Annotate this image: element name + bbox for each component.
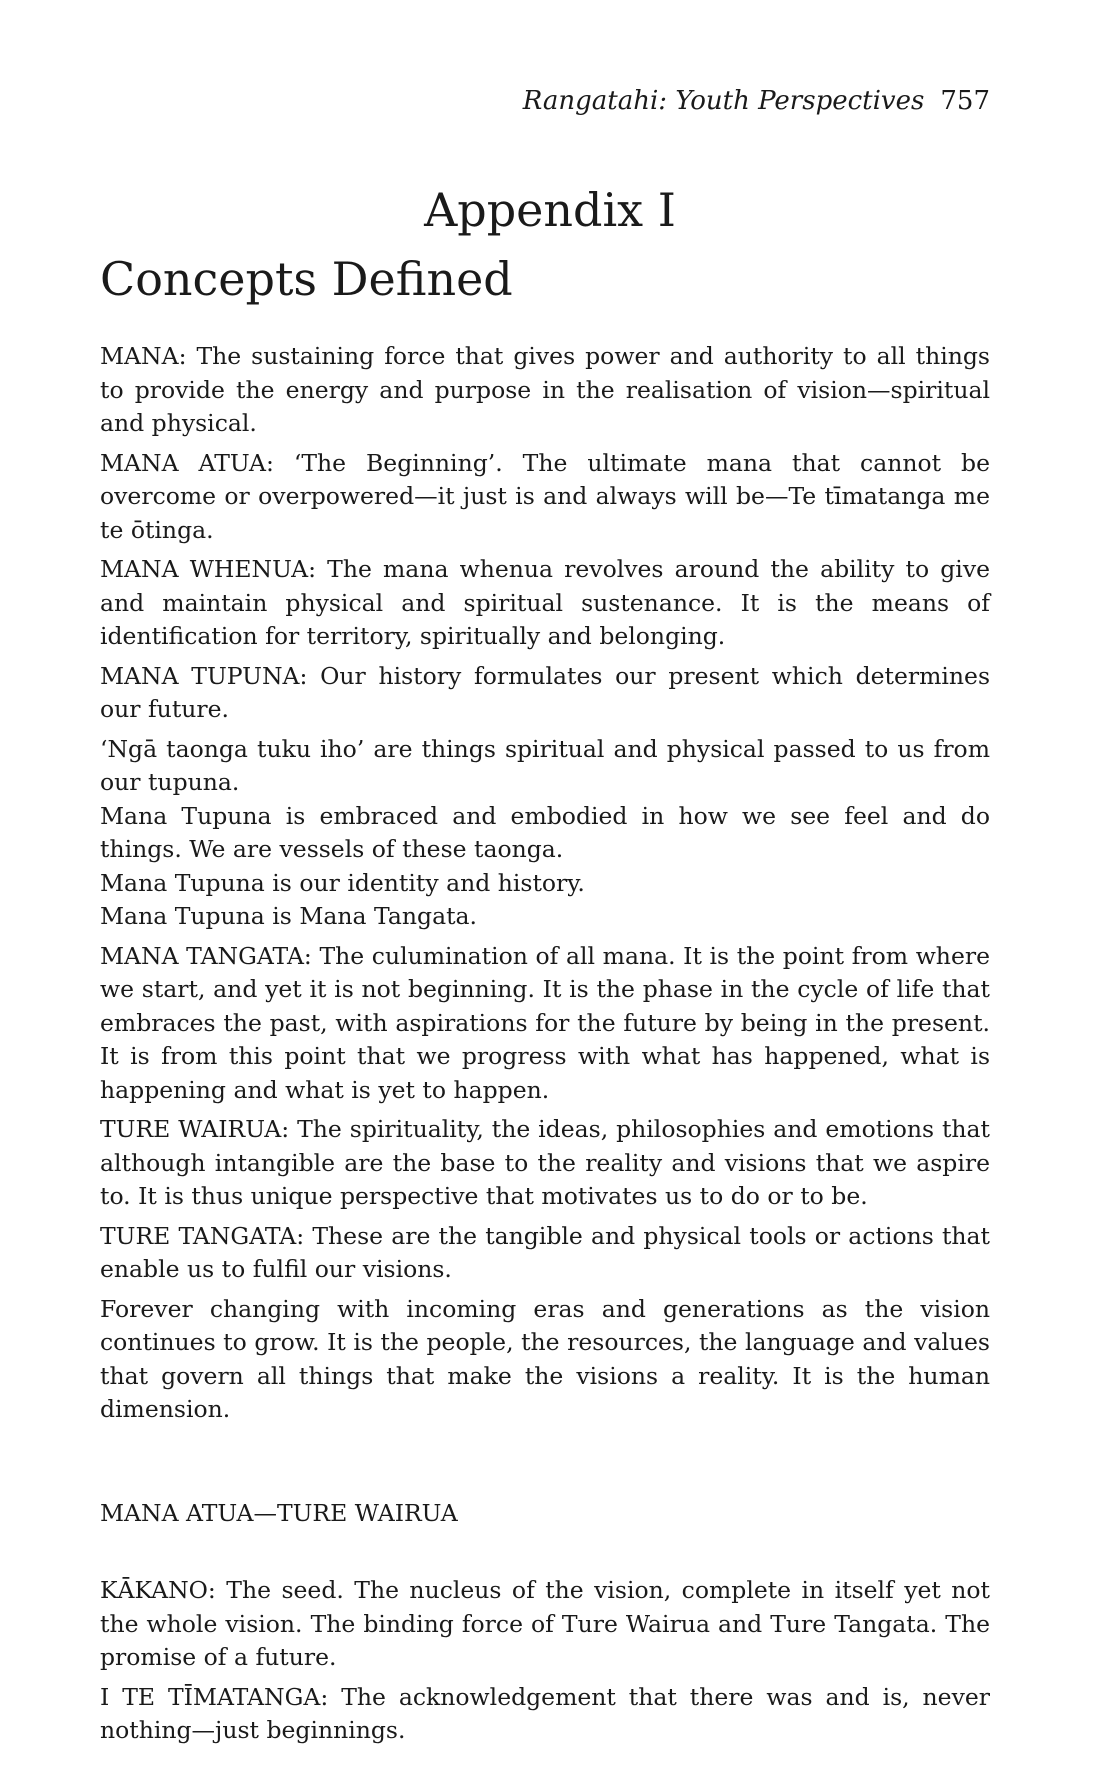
definition-mana [100, 340, 990, 441]
definition-text: Our history formulates our present which determines our future. [100, 661, 991, 723]
term: KĀKANO: [100, 1576, 216, 1604]
paragraph-text: Mana Tupuna is Mana Tangata. [100, 902, 477, 930]
definition-text: The culumination of all mana. It is the point from where we start, and yet it is not beginning. It is the phase in the cycle of life that embraces the past, with aspirations for the future by being in the present. It is from this point that we progress with what has happened, what is happening and what is yet to happen. [100, 941, 990, 1104]
page-number: 757 [940, 86, 990, 116]
definition-mana-tangata [100, 940, 990, 1108]
paragraph-text: Mana Tupuna is embraced and embodied in how we see feel and do things. We are vessels of these taonga. [100, 801, 990, 863]
definition-ture-tangata [100, 1220, 990, 1287]
definition-mana-atua [100, 447, 990, 548]
term: MANA TUPUNA: [100, 661, 308, 690]
definition-ture-wairua [100, 1113, 990, 1214]
term: MANA: [100, 342, 187, 370]
definition-text: The spirituality, the ideas, philosophies and emotions that although intangible are the base to the reality and visions that we aspire to. It is thus unique perspective that motivates us to do or to be. [100, 1115, 990, 1210]
definition-text: These are the tangible and physical tools or actions that enable us to fulfil our visions. [100, 1221, 990, 1283]
appendix-title: Appendix I [424, 182, 676, 237]
term: MANA WHENUA: [100, 555, 317, 583]
paragraph [100, 1293, 990, 1427]
paragraph [100, 800, 990, 867]
body-text [100, 340, 990, 1748]
paragraph-text: Forever changing with incoming eras and generations as the vision continues to grow. It is the people, the resources, the language and values that govern all things that make the visions a reality. It is the human dimension. [100, 1294, 990, 1423]
definition-mana-tupuna [100, 660, 990, 727]
section-title: Concepts Defined [100, 252, 513, 306]
definition-kakano [100, 1574, 990, 1675]
paragraph [100, 867, 990, 901]
definition-text: The sustaining force that gives power and authority to all things to provide the energy and purpose in the realisation of vision—spiritual and physical. [100, 342, 990, 437]
term: MANA TANGATA: [100, 941, 312, 970]
paragraph-text: ‘Ngā taonga tuku iho’ are things spiritual and physical passed to us from our tupuna. [100, 734, 990, 796]
definition-text: The seed. The nucleus of the vision, complete in itself yet not the whole vision. The binding force of Ture Wairua and Ture Tangata. The promise of a future. [100, 1576, 990, 1671]
term: TURE WAIRUA: [100, 1115, 290, 1143]
running-title: Rangatahi: Youth Perspectives [522, 86, 925, 116]
term: I TE TĪMATANGA: [100, 1682, 329, 1711]
definition-mana-whenua [100, 553, 990, 654]
definition-text: ‘The Beginning’. The ultimate mana that cannot be overcome or overpowered—it just is and always will be—Te tīmatanga me te ōtinga. [100, 448, 991, 544]
paragraph [100, 733, 990, 800]
paragraph [100, 900, 990, 934]
definition-i-te-timatanga [100, 1681, 990, 1748]
definition-text: The acknowledgement that there was and is, never nothing—just beginnings. [100, 1682, 991, 1744]
term: TURE TANGATA: [100, 1221, 305, 1250]
subheading: MANA ATUA—TURE WAIRUA [100, 1498, 458, 1527]
definition-text: The mana whenua revolves around the ability to give and maintain physical and spiritual sustenance. It is the means of identification for territory, spiritually and belonging. [100, 555, 991, 650]
term: MANA ATUA: [100, 448, 274, 477]
paragraph-text: Mana Tupuna is our identity and history. [100, 868, 585, 897]
running-head [500, 86, 990, 116]
